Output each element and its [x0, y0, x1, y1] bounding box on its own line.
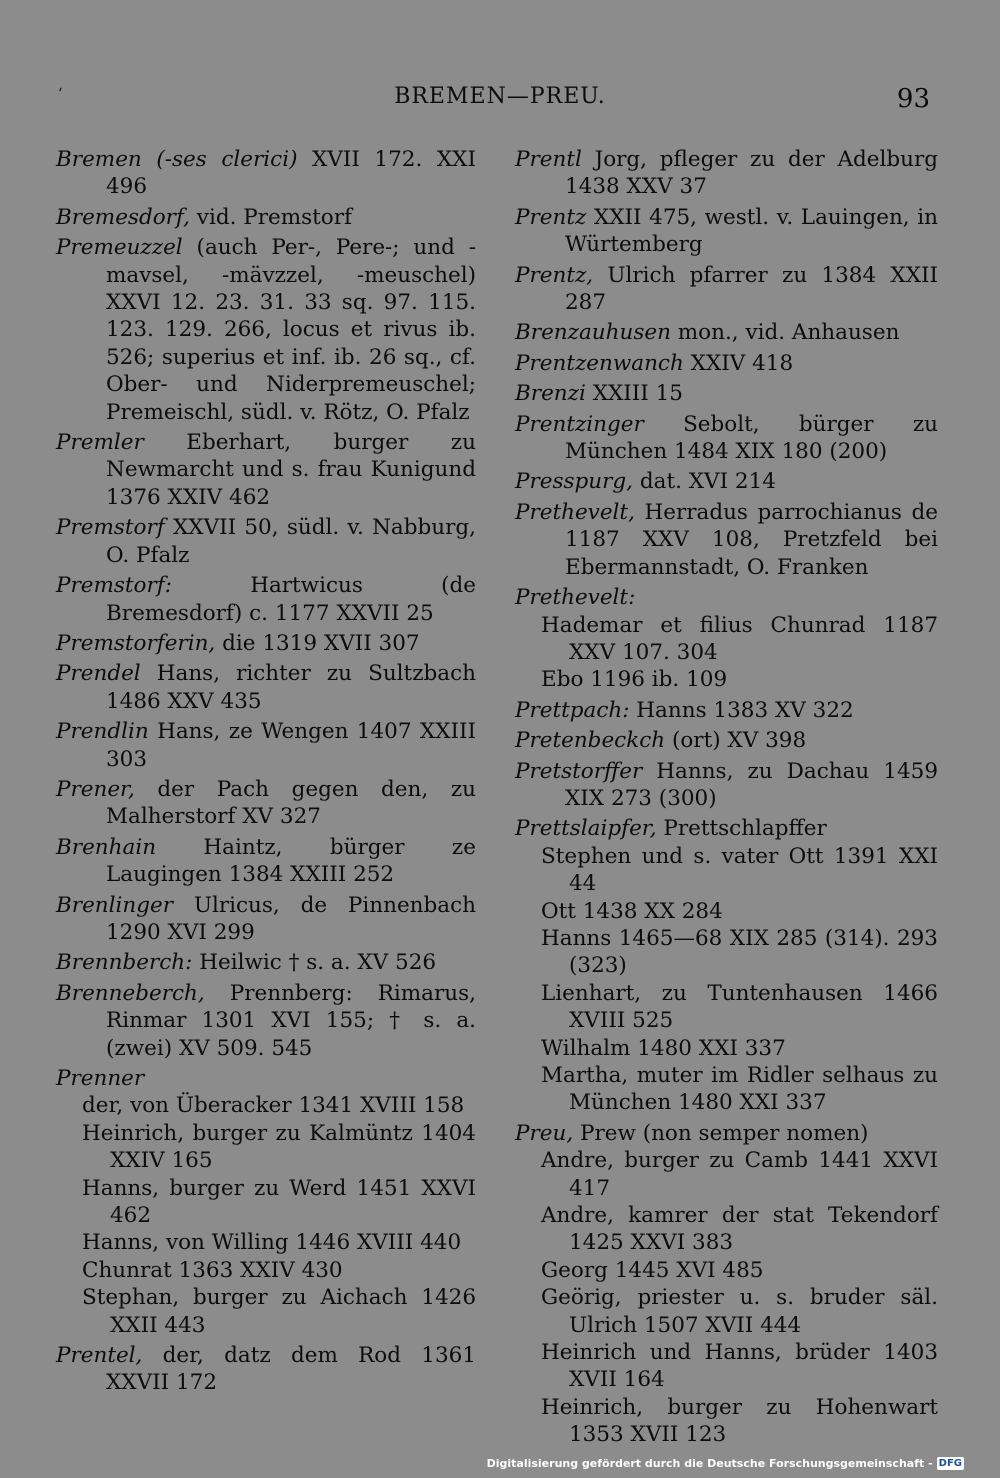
index-entry: [515, 499, 938, 581]
index-entry: [515, 262, 938, 317]
index-entry: [515, 815, 938, 842]
entry-headword: Prener,: [56, 776, 135, 802]
entry-text: Herradus parrochianus de 1187 XXV 108, Pretzfeld bei Ebermannstadt, O. Franken: [565, 499, 938, 580]
entry-text: Hanns, zu Dachau 1459 XIX 273 (300): [565, 758, 938, 811]
index-entry: [56, 776, 476, 831]
index-subentry: Wilhalm 1480 XXI 337: [541, 1035, 786, 1061]
entry-text: mon., vid. Anhausen: [670, 320, 900, 346]
index-subentry: Andre, kamrer der stat Tekendorf 1425 XXVI 383: [541, 1203, 938, 1256]
entry-text: Jorg, pfleger zu der Adelburg 1438 XXV 37: [565, 147, 938, 200]
entry-text: Hans, ze Wengen 1407 XXIII 303: [106, 719, 476, 772]
entry-headword: Prendel: [56, 661, 141, 687]
index-entry: [56, 234, 476, 426]
entry-text: Eberhart, burger zu Newmarcht und s. frau Kunigund 1376 XXIV 462: [106, 430, 476, 510]
footer-text: Digitalisierung gefördert durch die Deutsche Forschungsgemeinschaft -: [486, 1457, 933, 1470]
entry-text: Sebolt, bürger zu München 1484 XIX 180 (200): [565, 411, 938, 465]
entry-text: XXVII 50, südl. v. Nabburg, O. Pfalz: [106, 515, 476, 568]
index-entry: [56, 718, 476, 773]
running-header: BREMEN—PREU.: [394, 84, 606, 109]
index-subentry: Heinrich und Hanns, brüder 1403 XVII 164: [541, 1340, 938, 1393]
entry-headword: Premeuzzel: [56, 235, 183, 261]
entry-headword: Prethevelt:: [515, 585, 636, 611]
entry-headword: Brenzi: [515, 381, 586, 407]
index-subentry: Hanns, von Willing 1446 XVIII 440: [82, 1230, 462, 1256]
entry-text: XVII 172. XXI 496: [106, 147, 476, 200]
entry-text: Ulricus, de Pinnenbach 1290 XVI 299: [106, 892, 476, 945]
index-entry: [515, 204, 938, 259]
index-entry: [56, 572, 476, 627]
entry-text: Prennberg: Rimarus, Rinmar 1301 XVI 155; † s. a. (zwei) XV 509. 545: [106, 980, 476, 1061]
entry-headword: Pretenbeckch: [515, 728, 666, 754]
entry-headword: Presspurg,: [515, 469, 634, 495]
index-entry: [515, 350, 938, 377]
index-entry: [56, 146, 476, 201]
left-column: [56, 143, 476, 1397]
index-entry: [515, 1120, 938, 1147]
entry-text: Ulrich pfarrer zu 1384 XXII 287: [565, 262, 938, 316]
entry-headword: Premstorferin,: [56, 630, 216, 656]
index-subentry: Lienhart, zu Tuntenhausen 1466 XVIII 525: [541, 980, 938, 1034]
entry-headword: Prentz: [515, 204, 587, 230]
entry-headword: Prenner: [56, 1066, 145, 1091]
entry-text: XXIII 15: [585, 381, 683, 407]
index-subentry: Stephen und s. vater Ott 1391 XXI 44: [541, 843, 938, 897]
entry-headword: Brenzauhusen: [515, 320, 671, 346]
index-entry: [515, 319, 938, 346]
entry-text: Prew (non semper nomen): [573, 1120, 869, 1146]
index-entry: [515, 697, 938, 724]
entry-text: (ort) XV 398: [665, 728, 807, 754]
entry-text: XXIV 418: [683, 350, 794, 376]
entry-text: Heilwic † s. a. XV 526: [192, 950, 437, 976]
index-entry: [56, 514, 476, 569]
index-entry: [56, 429, 476, 511]
entry-text: vid. Premstorf: [189, 204, 352, 230]
index-subentry: Andre, burger zu Camb 1441 XXVI 417: [541, 1148, 938, 1201]
entry-headword: Pretstorffer: [515, 758, 643, 784]
index-subentry: Geörig, priester u. s. bruder säl. Ulrich 1507 XVII 444: [541, 1285, 938, 1338]
index-subentry: Hanns, burger zu Werd 1451 XXVI 462: [82, 1175, 476, 1229]
right-column: [515, 143, 938, 1449]
entry-text: XXII 475, westl. v. Lauingen, in Würtemberg: [565, 204, 938, 258]
entry-headword: Prentz,: [515, 262, 594, 288]
entry-headword: Prettpach:: [515, 697, 630, 723]
entry-headword: Prentzenwanch: [515, 350, 684, 376]
index-subentry: Hademar et filius Chunrad 1187 XXV 107. 304: [541, 612, 938, 665]
entry-headword: Brenlinger: [56, 892, 174, 918]
page-number: 93: [896, 84, 930, 114]
index-subentry: Heinrich, burger zu Kalmüntz 1404 XXIV 165: [82, 1120, 476, 1174]
entry-text: Hartwicus (de Bremesdorf) c. 1177 XXVII 25: [106, 573, 476, 626]
entry-headword: Premler: [56, 430, 144, 456]
entry-headword: Brennberch:: [56, 950, 193, 976]
digitization-footer: [487, 1457, 964, 1470]
index-entry: [515, 468, 938, 495]
index-entry: [515, 584, 938, 611]
index-entry: [515, 411, 938, 466]
entry-text: Hanns 1383 XV 322: [629, 697, 854, 723]
index-subentry: Ebo 1196 ib. 109: [541, 667, 728, 693]
entry-headword: Premstorf:: [56, 573, 172, 599]
entry-headword: Bremen (-ses clerici): [56, 147, 298, 172]
entry-headword: Prentzinger: [515, 411, 644, 437]
index-subentry: Heinrich, burger zu Hohenwart 1353 XVII 123: [541, 1394, 938, 1448]
entry-text: Prettschlapffer: [656, 816, 827, 842]
index-entry: [56, 949, 476, 976]
entry-text: dat. XVI 214: [633, 469, 776, 495]
dfg-logo: DFG: [938, 1458, 962, 1469]
entry-headword: Prendlin: [56, 719, 149, 745]
index-entry: [515, 146, 938, 201]
index-subentry: Ott 1438 XX 284: [541, 898, 723, 924]
index-subentry: Hanns 1465—68 XIX 285 (314). 293 (323): [541, 925, 938, 979]
index-entry: [56, 1065, 476, 1092]
entry-headword: Prentl: [515, 147, 582, 172]
index-subentry: der, von Überacker 1341 XVIII 158: [82, 1093, 465, 1119]
entry-text: die 1319 XVII 307: [215, 630, 420, 656]
entry-headword: Preu,: [515, 1120, 574, 1146]
index-subentry: Chunrat 1363 XXIV 430: [82, 1257, 343, 1283]
index-entry: [56, 980, 476, 1062]
entry-text: Hans, richter zu Sultzbach 1486 XXV 435: [106, 661, 476, 714]
entry-headword: Prethevelt,: [515, 499, 635, 525]
entry-headword: Prentel,: [56, 1343, 143, 1369]
entry-headword: Brenneberch,: [56, 980, 205, 1006]
index-entry: [56, 834, 476, 889]
index-entry: [56, 204, 476, 231]
index-subentry: Martha, muter im Ridler selhaus zu München 1480 XXI 337: [541, 1063, 938, 1116]
index-entry: [515, 380, 938, 407]
index-subentry: Stephan, burger zu Aichach 1426 XXII 443: [82, 1285, 476, 1338]
index-entry: [56, 1342, 476, 1397]
entry-headword: Premstorf: [56, 515, 165, 541]
index-entry: [56, 660, 476, 715]
margin-mark: ‘: [58, 86, 63, 102]
entry-text: Haintz, bürger ze Laugingen 1384 XXIII 252: [106, 834, 476, 888]
index-entry: [56, 630, 476, 657]
entry-headword: Prettslaipfer,: [515, 816, 657, 842]
index-entry: [515, 758, 938, 813]
index-entry: [515, 727, 938, 754]
entry-text: der Pach gegen den, zu Malherstorf XV 327: [106, 776, 476, 830]
entry-text: der, datz dem Rod 1361 XXVII 172: [106, 1343, 476, 1396]
entry-headword: Bremesdorf,: [56, 204, 190, 230]
index-entry: [56, 892, 476, 947]
entry-text: (auch Per-, Pere-; und -mavsel, -mävzzel, -meuschel) XXVI 12. 23. 31. 33 sq. 97. 115. 123. 129. 266, locus et rivus ib. 526; superius et inf. ib. 26 sq., cf. Ober- und Niderpremeuschel; Premeischl, südl. v. Rötz, O. Pfalz: [106, 235, 476, 425]
index-subentry: Georg 1445 XVI 485: [541, 1257, 764, 1283]
entry-headword: Brenhain: [56, 834, 157, 860]
